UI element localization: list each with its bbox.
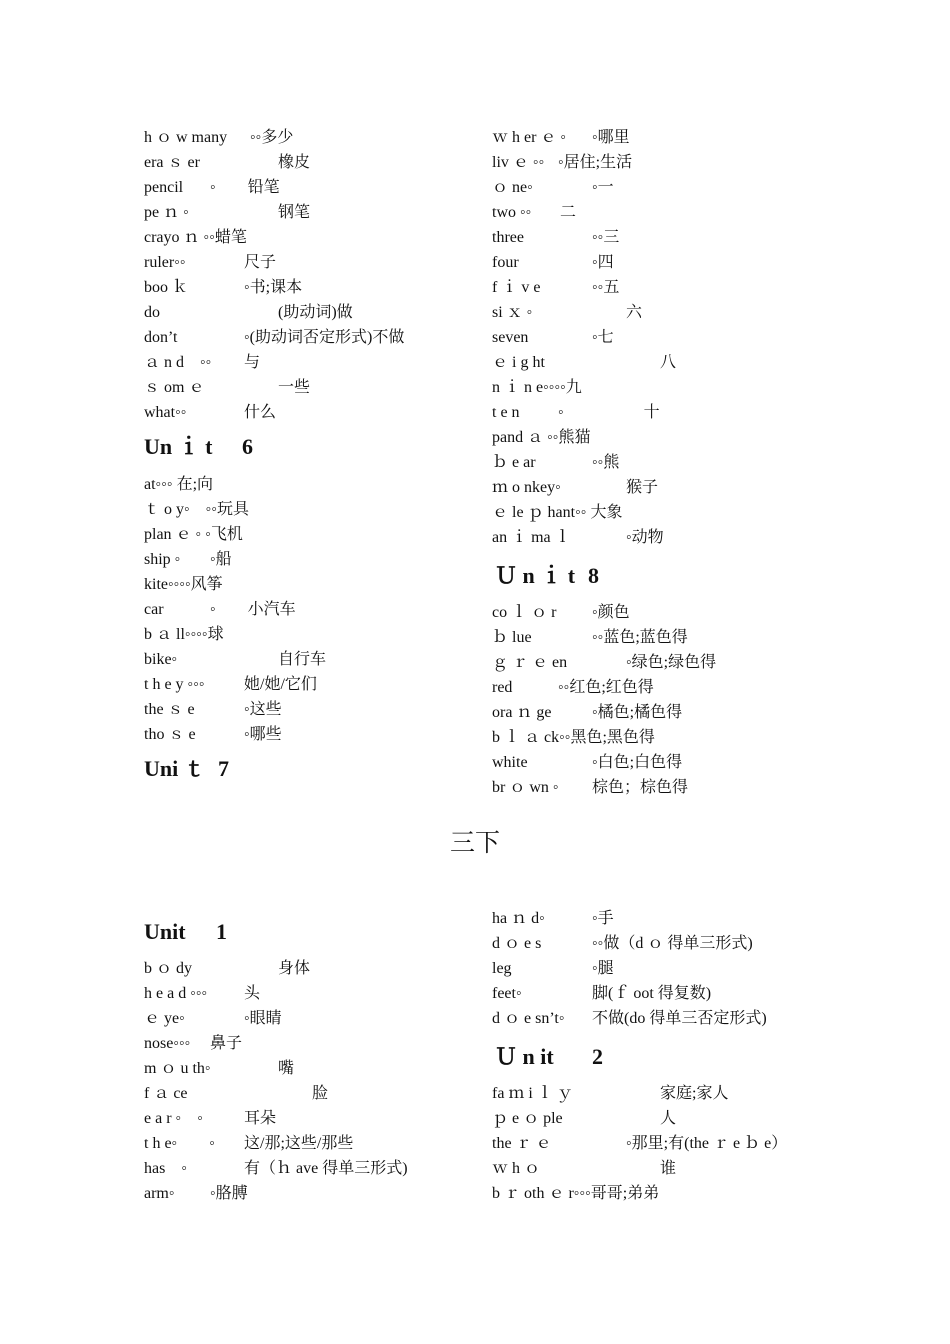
vocab-list-unit7 <box>492 125 812 550</box>
list-item: m ｏ u th◦ 嘴 <box>144 1060 295 1077</box>
list-item: the ｓ e ◦这些 <box>144 701 282 718</box>
list-item: an ｉ ma ｌ ◦动物 <box>492 529 664 546</box>
list-item: white ◦白色;白色得 <box>492 754 683 771</box>
list-item: b ａ ll◦◦◦◦球 <box>144 626 224 643</box>
list-item: ship ◦ ◦船 <box>144 551 232 568</box>
list-item: seven ◦七 <box>492 329 614 346</box>
vocab-list-unit1-cont <box>492 906 812 1031</box>
unit-1-heading: Unit 1 <box>144 919 227 944</box>
list-item: ora ｎ ge ◦橘色;橘色得 <box>492 704 683 721</box>
top-left-column <box>144 125 464 781</box>
list-item: pand ａ ◦◦熊猫 <box>492 429 591 446</box>
list-item: d ｏ e s ◦◦做（d ｏ 得单三形式) <box>492 935 753 952</box>
list-item: four ◦四 <box>492 254 614 271</box>
list-item: ｏ ne◦ ◦一 <box>492 179 614 196</box>
list-item: ａ n d ◦◦ 与 <box>144 354 261 371</box>
list-item: ｔ o y◦ ◦◦玩具 <box>144 501 250 518</box>
list-item: ｍ o nkey◦ 猴子 <box>492 479 659 496</box>
list-item: era ｓ er 橡皮 <box>144 154 311 171</box>
list-item: ｓ om ｅ 一些 <box>144 379 311 396</box>
unit-6-heading: Un ｉ t 6 <box>144 434 253 459</box>
list-item: ha ｎ d◦ ◦手 <box>492 910 614 927</box>
list-item: t h e◦ ◦ 这/那;这些/那些 <box>144 1135 354 1152</box>
list-item: arm◦ ◦胳膊 <box>144 1185 248 1202</box>
list-item: the ｒ ｅ ◦那里;有(the ｒ e ｂ e） <box>492 1135 788 1152</box>
vocab-list-unit8 <box>492 600 812 800</box>
list-item: pencil ◦ 铅笔 <box>144 179 280 196</box>
list-item: leg ◦腿 <box>492 960 614 977</box>
list-item: co ｌ ｏ r ◦颜色 <box>492 604 630 621</box>
list-item: what◦◦ 什么 <box>144 404 277 421</box>
list-item: ｇ ｒ ｅ en ◦绿色;绿色得 <box>492 654 717 671</box>
list-item: car ◦ 小汽车 <box>144 601 296 618</box>
list-item: kite◦◦◦◦风筝 <box>144 576 223 593</box>
top-right-column <box>492 125 812 800</box>
list-item: liv ｅ ◦◦ ◦居住;生活 <box>492 154 633 171</box>
unit-7-heading: Uni ｔ 7 <box>144 756 229 781</box>
list-item: ｗ h er ｅ ◦ ◦哪里 <box>492 129 630 146</box>
vocab-list-unit6 <box>144 472 464 747</box>
list-item: two ◦◦ 二 <box>492 204 577 221</box>
list-item: at◦◦◦ 在;向 <box>144 476 214 493</box>
list-item: ｅ le ｐ hant◦◦ 大象 <box>492 504 623 521</box>
list-item: h e a d ◦◦◦ 头 <box>144 985 261 1002</box>
list-item: pe ｎ ◦ 钢笔 <box>144 204 311 221</box>
list-item: f ｉ v e ◦◦五 <box>492 279 620 296</box>
list-item: boo ｋ ◦书;课本 <box>144 279 303 296</box>
unit-2-heading: Ｕ n it 2 <box>495 1044 603 1069</box>
list-item: red ◦◦红色;红色得 <box>492 679 654 696</box>
list-item: ｂ lue ◦◦蓝色;蓝色得 <box>492 629 688 646</box>
list-item: h ｏ w many ◦◦多少 <box>144 129 294 146</box>
list-item: t h e y ◦◦◦ 她/她/它们 <box>144 676 317 693</box>
list-item: has ◦ 有（ｈ ave 得单三形式) <box>144 1160 408 1177</box>
vocab-list-unit2 <box>492 1081 812 1206</box>
list-item: d ｏ e sn’t◦ 不做(do 得单三否定形式) <box>492 1010 767 1027</box>
list-item: tho ｓ e ◦哪些 <box>144 726 282 743</box>
list-item: nose◦◦◦ 鼻子 <box>144 1035 243 1052</box>
list-item: n ｉ n e◦◦◦◦九 <box>492 379 582 396</box>
list-item: feet◦ 脚(ｆ oot 得复数) <box>492 985 712 1002</box>
vocab-list-unit5 <box>144 125 464 425</box>
list-item: fa ｍ i ｌ ｙ 家庭;家人 <box>492 1085 729 1102</box>
list-item: ｐ e ｏ ple 人 <box>492 1110 677 1127</box>
list-item: ruler◦◦ 尺子 <box>144 254 277 271</box>
list-item: f ａ ce 脸 <box>144 1085 329 1102</box>
list-item: plan ｅ ◦ ◦飞机 <box>144 526 243 543</box>
list-item: b ｏ dy 身体 <box>144 960 311 977</box>
list-item: crayo ｎ ◦◦蜡笔 <box>144 229 247 246</box>
list-item: ｅ ye◦ ◦眼睛 <box>144 1010 282 1027</box>
unit-8-heading: Ｕ n ｉ t 8 <box>495 563 599 588</box>
list-item: b ｒ oth ｅ r◦◦◦哥哥;弟弟 <box>492 1185 660 1202</box>
list-item: bike◦ 自行车 <box>144 651 327 668</box>
list-item: ｅ i g ht 八 <box>492 354 677 371</box>
list-item: ｗ h ｏ 谁 <box>492 1160 677 1177</box>
section-title: 三下 <box>449 828 500 857</box>
list-item: br ｏ wn ◦ 棕色；棕色得 <box>492 779 689 796</box>
list-item: do (助动词)做 <box>144 304 353 321</box>
list-item: don’t ◦(助动词否定形式)不做 <box>144 329 405 346</box>
vocab-list-unit1 <box>144 956 464 1206</box>
list-item: ｂ e ar ◦◦熊 <box>492 454 620 471</box>
list-item: three ◦◦三 <box>492 229 620 246</box>
list-item: b ｌ ａ ck◦◦黑色;黑色得 <box>492 729 655 746</box>
list-item: e a r ◦ ◦ 耳朵 <box>144 1110 277 1127</box>
bottom-right-column <box>492 906 812 1206</box>
list-item: t e n ◦ 十 <box>492 404 660 421</box>
list-item: si ｘ ◦ 六 <box>492 304 643 321</box>
bottom-left-column <box>144 920 464 1206</box>
